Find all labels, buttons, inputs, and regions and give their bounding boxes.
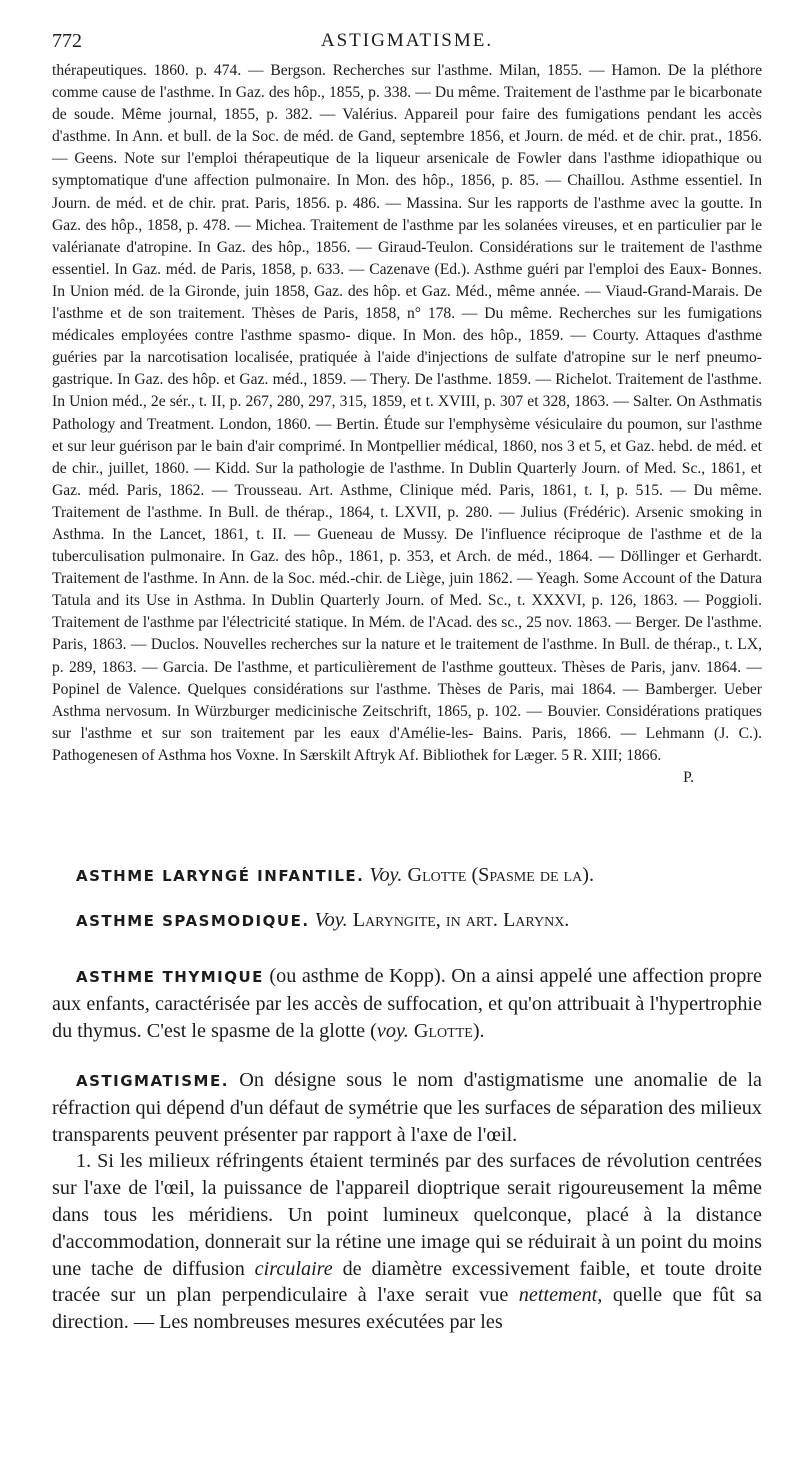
entry-paragraph: quelle que fût sa direction. — Les nombreuses mesures exécutées par les — [52, 1284, 762, 1334]
biblio-line: — Viaud-Grand-Marais. De l'asthme et de son traitement. Thèses de Paris, 1858, n° 178. — [52, 282, 762, 323]
biblio-line: des hôp., 1861, p. 353, et Arch. de méd., 1864. — Döllinger et Gerhardt. Traitement de — [52, 548, 762, 588]
biblio-line: des hôp., 1856. — Giraud-Teulon. Considérations sur le traitement de l'asthme essentiel. In — [52, 238, 762, 278]
voy-label: Voy. — [369, 864, 403, 886]
biblio-line: In Gaz. des hôp. et Gaz. méd., 1859. — Thery. De l'asthme. 1859. — Richelot. Traitement — [117, 371, 688, 389]
biblio-line: — Du même. Recherches sur les fumigations médicales employées contre l'asthme spasmo- — [52, 305, 762, 345]
voy-label: Voy. — [314, 909, 348, 931]
biblio-line: de Gand, septembre 1856, et Journ. de méd. et de chir. prat., 1856. — Geens. Note sur — [52, 128, 762, 168]
biblio-line: d'air comprimé. In Montpellier médical, 1860, nos 3 et 5, et Gaz. hebd. de méd. et de chir., — [52, 437, 762, 477]
biblio-line: Datura Tatula and its Use in Asthma. In Dublin Quarterly Journ. of Med. Sc., t. XXXVI, p. 126, — [52, 570, 762, 610]
entry-paragraph: On désigne sous le nom d'astigmatisme une anomalie de la réfraction qui dépend d'un défaut de symétrie que les surfaces de séparation des milieux transparents peuvent présenter par rapport à l'axe de l'œil. — [52, 1069, 762, 1146]
biblio-line: 1863. — Poggioli. Traitement de l'asthme par l'électricité statique. In Mém. de l'Acad. des — [52, 592, 762, 632]
biblio-line: Mussy. De l'influence réciproque de l'asthme et de la tuberculisation pulmonaire. In Gaz. — [52, 525, 763, 566]
biblio-line: Asthme essentiel. In Journ. de méd. et de chir. prat. Paris, 1856. p. 486. — Massina. Sur — [52, 172, 762, 212]
biblio-line: Ueber Asthma nervosum. In Würzburger medicinische Zeitschrift, 1865, p. 102. — Bouvier. — [52, 680, 762, 720]
bibliography-block — [52, 60, 762, 789]
biblio-line: Bonnes. In Union méd. de la Gironde, juin 1858, Gaz. des hôp. et Gaz. Méd., même année. — [52, 260, 762, 300]
biblio-line: la pléthore comme cause de l'asthme. In Gaz. des hôp., 1855, p. 338. — Du même. Traitement — [52, 62, 762, 102]
voy-label: voy. — [376, 1019, 409, 1042]
biblio-line: de Valence. Quelques considérations sur l'asthme. Thèses de Paris, mai 1864. — Bamberger. — [106, 680, 724, 698]
biblio-line: de l'asthme. In Union méd., 2e sér., t. II, p. 267, 280, 297, 315, 1859, et t. XVIII, p. 307 et — [52, 371, 762, 411]
cross-reference: Glotte — [408, 1019, 473, 1042]
biblio-line: Considérations pratiques sur l'asthme et sur son traitement par les eaux d'Amélie-les- — [52, 702, 762, 742]
entry-headword: ASTHME THYMIQUE — [76, 968, 264, 986]
biblio-line: les rapports de l'asthme avec la goutte. In Gaz. des hôp., 1858, p. 478. — Michea. Traitement — [52, 194, 763, 234]
biblio-line: la nature et le traitement de l'asthme. In Bull. de thérap., t. LX, p. 289, 1863. — Garcia. — [52, 636, 762, 676]
biblio-line: localisée, pratiquée à l'aide d'injections de sulfate d'atropine sur le nerf pneumo-gastrique. — [52, 349, 762, 389]
page-number: 772 — [52, 30, 82, 52]
biblio-line: de l'asthme par le bicarbonate de soude. Même journal, 1855, p. 382. — Valérius. Appareil — [52, 84, 762, 124]
biblio-line: juillet, 1860. — Kidd. Sur la pathologie de l'asthme. In Dublin Quarterly Journ. of Med. Sc., — [108, 459, 711, 477]
emphasis-text: nettement, — [518, 1284, 603, 1307]
biblio-line: Af. Bibliothek for Læger. 5 R. XIII; 1866. — [398, 746, 662, 764]
biblio-line: sc., 25 nov. 1863. — Berger. De l'asthme. Paris, 1863. — Duclos. Nouvelles recherches sur — [52, 614, 762, 654]
entry-headword: ASTHME LARYNGÉ INFANTILE. — [76, 867, 365, 885]
biblio-line: 1861, et Gaz. méd. Paris, 1862. — Trousseau. Art. Asthme, Clinique méd. Paris, 1861, t. I, — [52, 459, 762, 499]
entry-headword: ASTHME SPASMODIQUE. — [76, 912, 310, 930]
running-head: ASTIGMATISME. — [320, 30, 494, 51]
page-header — [52, 30, 762, 54]
biblio-line: Étude sur l'emphysème vésiculaire du poumon, sur l'asthme et sur leur guérison par le bain — [52, 415, 763, 455]
biblio-line: l'asthme. In Ann. de la Soc. méd.-chir. de Liège, juin 1862. — Yeagh. Some Account of the — [142, 570, 720, 588]
biblio-line: dique. In Mon. des hôp., 1859. — Courty. Attaques d'asthme guéries par la narcotisation — [52, 327, 762, 367]
author-signature: P. — [683, 769, 694, 786]
entry-asthme-spasmodique — [52, 907, 762, 935]
biblio-line: Julius (Frédéric). Arsenic smoking in Asthma. In the Lancet, 1861, t. II. — Gueneau de — [52, 503, 762, 543]
biblio-line: l'emploi thérapeutique de la liqueur arsenicale de Fowler dans l'asthme idiopathique ou — [187, 150, 762, 168]
biblio-line: Gaz. méd. de Paris, 1858, p. 633. — Cazenave (Ed.). Asthme guéri par l'emploi des Eaux- — [132, 260, 712, 278]
entry-paragraph: de diamètre excessivement faible, et toute droite tracée sur un plan perpendiculaire à l'axe serait vue — [52, 1257, 762, 1307]
entry-astigmatisme — [52, 1067, 762, 1336]
biblio-line: p. 515. — Du même. Traitement de l'asthme. In Bull. de thérap., 1864, t. LXVII, p. 280. — — [52, 481, 762, 521]
biblio-line: thérapeutiques. 1860. p. 474. — Bergson. Recherches sur l'asthme. Milan, 1855. — Hamon. De — [52, 62, 693, 79]
entry-text: ). — [472, 1019, 485, 1042]
entry-headword: ASTIGMATISME. — [76, 1072, 229, 1090]
cross-reference: Glotte (Spasme de la). — [407, 864, 594, 886]
entry-asthme-laryngé-infantile — [52, 862, 762, 890]
biblio-line: 328, 1863. — Salter. On Asthmatis Pathology and Treatment. London, 1860. — Bertin. — [52, 393, 762, 433]
cross-reference: Laryngite, in art. Larynx. — [352, 909, 570, 931]
biblio-line: De l'asthme, et particulièrement de l'asthme goutteux. Thèses de Paris, janv. 1864. — Popinel — [52, 658, 762, 698]
biblio-line: Bains. Paris, 1866. — Lehmann (J. C.). Pathogenesen of Asthma hos Voxne. In Særskilt Aftryk — [52, 724, 762, 764]
biblio-line: de l'asthme par les solanées vireuses, et en particulier par le valérianate d'atropine. In Gaz. — [52, 216, 762, 256]
biblio-line: pour faire des fumigations pendant les accès d'asthme. In Ann. et bull. de la Soc. de méd. — [52, 106, 762, 146]
biblio-line: symptomatique d'une affection pulmonaire. In Mon. des hôp., 1856, p. 85. — Chaillou. — [52, 172, 631, 190]
entry-paragraph: 1. Si les milieux réfringents étaient terminés par des surfaces de révolution centrées sur l'axe de l'œil, la puissance de l'appareil dioptrique serait rigoureusement la même dans tous les méridiens. Un point lumineux quelconque, placé à la distance d'accommodation, donnerait sur la rétine une image qui se réduirait à un point du moins une tache de diffusion — [52, 1150, 762, 1280]
emphasis-text: circulaire — [254, 1257, 333, 1280]
entry-text: (ou asthme de Kopp). On a ainsi appelé une affection propre aux enfants, caractérisée par les accès de suffocation, et qu'on attribuait à l'hypertrophie du thymus. C'est le spasme de la glotte ( — [52, 965, 762, 1042]
entry-asthme-thymique — [52, 963, 762, 1044]
